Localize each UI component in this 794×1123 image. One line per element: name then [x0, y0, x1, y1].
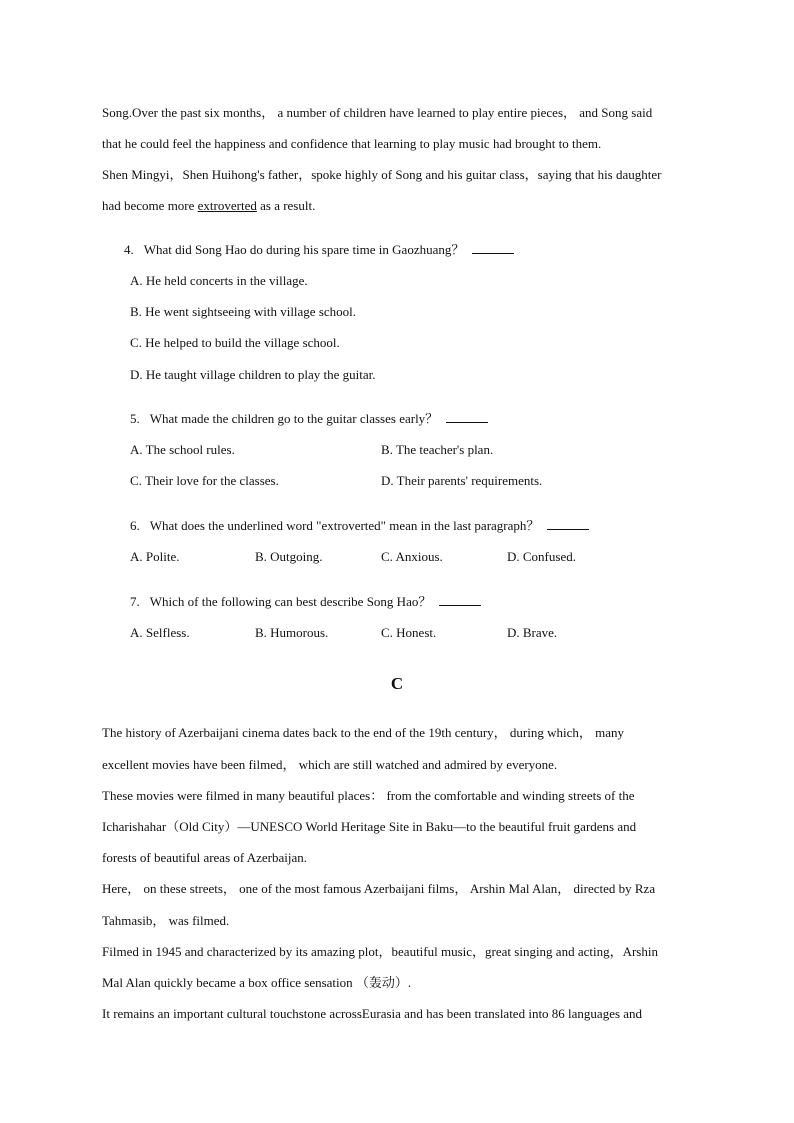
option-letter: C. — [130, 335, 142, 350]
option-text: The teacher's plan. — [395, 442, 494, 457]
option-c — [381, 547, 443, 567]
option-text: He went sightseeing with village school. — [145, 304, 357, 319]
option-a — [130, 547, 179, 567]
option-text: Humorous. — [270, 625, 329, 640]
option-letter: C. — [130, 473, 142, 488]
option-a — [130, 271, 308, 291]
option-text: Outgoing. — [270, 549, 323, 564]
option-d — [507, 623, 557, 643]
option-d — [381, 471, 542, 491]
passage-text: as a result. — [256, 198, 316, 213]
passage-line: excellent movies have been filmed， which are still watched and admired by everyone. — [102, 757, 558, 772]
answer-blank[interactable] — [439, 593, 481, 606]
option-letter: B. — [255, 549, 267, 564]
passage-line: Song.Over the past six months， a number of children have learned to play entire pieces， and Song said — [102, 105, 653, 120]
option-letter: D. — [507, 625, 520, 640]
option-b — [381, 440, 493, 460]
option-text: Anxious. — [395, 549, 443, 564]
option-text: Polite. — [145, 549, 180, 564]
option-b — [255, 623, 328, 643]
passage-line: It remains an important cultural touchstone acrossEurasia and has been translated into 86 languages and — [102, 1006, 643, 1021]
passage-line: These movies were filmed in many beautiful places： from the comfortable and winding streets of the — [102, 788, 635, 803]
option-text: Selfless. — [145, 625, 190, 640]
question-number: 6. — [130, 518, 140, 533]
question-number: 7. — [130, 594, 140, 609]
answer-blank[interactable] — [472, 241, 514, 254]
option-letter: C. — [381, 549, 393, 564]
option-text: Honest. — [396, 625, 437, 640]
option-letter: D. — [381, 473, 394, 488]
option-a — [130, 440, 235, 460]
option-letter: A. — [130, 549, 143, 564]
question-text: What made the children go to the guitar classes early？ — [149, 411, 439, 426]
passage-line: Tahmasib， was filmed. — [102, 913, 230, 928]
passage-line: Filmed in 1945 and characterized by its amazing plot，beautiful music，great singing and acting，Arshin — [102, 944, 658, 959]
question-5 — [130, 409, 488, 429]
passage-line: Mal Alan quickly became a box office sensation （轰动）. — [102, 975, 412, 990]
option-c — [130, 471, 279, 491]
option-d — [507, 547, 576, 567]
option-letter: A. — [130, 442, 143, 457]
question-number: 5. — [130, 411, 140, 426]
option-text: Brave. — [522, 625, 558, 640]
passage-text: had become more — [102, 198, 198, 213]
option-c — [381, 623, 436, 643]
option-letter: C. — [381, 625, 393, 640]
option-letter: A. — [130, 625, 143, 640]
option-text: Confused. — [522, 549, 576, 564]
passage-line: Icharishahar（Old City）—UNESCO World Heritage Site in Baku—to the beautiful fruit gardens and — [102, 819, 637, 834]
question-text: Which of the following can best describe Song Hao？ — [149, 594, 432, 609]
option-letter: D. — [130, 367, 143, 382]
option-text: He helped to build the village school. — [145, 335, 340, 350]
section-heading: C — [390, 674, 404, 693]
passage-line: that he could feel the happiness and confidence that learning to play music had brought to them. — [102, 136, 602, 151]
option-text: He held concerts in the village. — [145, 273, 308, 288]
option-c — [130, 333, 340, 353]
option-d — [130, 365, 376, 385]
question-text: What does the underlined word "extroverted" mean in the last paragraph？ — [149, 518, 540, 533]
option-text: Their parents' requirements. — [396, 473, 543, 488]
option-letter: D. — [507, 549, 520, 564]
option-a — [130, 623, 190, 643]
passage-line: The history of Azerbaijani cinema dates back to the end of the 19th century， during which， many — [102, 725, 625, 740]
passage-line: Shen Mingyi，Shen Huihong's father，spoke highly of Song and his guitar class，saying that his daughter — [102, 167, 662, 182]
question-6 — [130, 516, 589, 536]
option-text: The school rules. — [145, 442, 235, 457]
answer-blank[interactable] — [446, 410, 488, 423]
option-b — [130, 302, 356, 322]
option-b — [255, 547, 323, 567]
option-letter: B. — [381, 442, 393, 457]
answer-blank[interactable] — [547, 517, 589, 530]
underlined-word: extroverted — [197, 198, 257, 213]
option-letter: B. — [255, 625, 267, 640]
option-letter: A. — [130, 273, 143, 288]
passage-line: Here， on these streets， one of the most famous Azerbaijani films， Arshin Mal Alan， directed by Rza — [102, 881, 656, 896]
passage-line: forests of beautiful areas of Azerbaijan. — [102, 850, 308, 865]
option-text: Their love for the classes. — [144, 473, 279, 488]
question-number: 4. — [124, 242, 134, 257]
question-4 — [124, 240, 514, 260]
option-text: He taught village children to play the guitar. — [145, 367, 376, 382]
option-letter: B. — [130, 304, 142, 319]
question-7 — [130, 592, 481, 612]
question-text: What did Song Hao do during his spare time in Gaozhuang？ — [143, 242, 465, 257]
passage-line — [102, 190, 702, 221]
